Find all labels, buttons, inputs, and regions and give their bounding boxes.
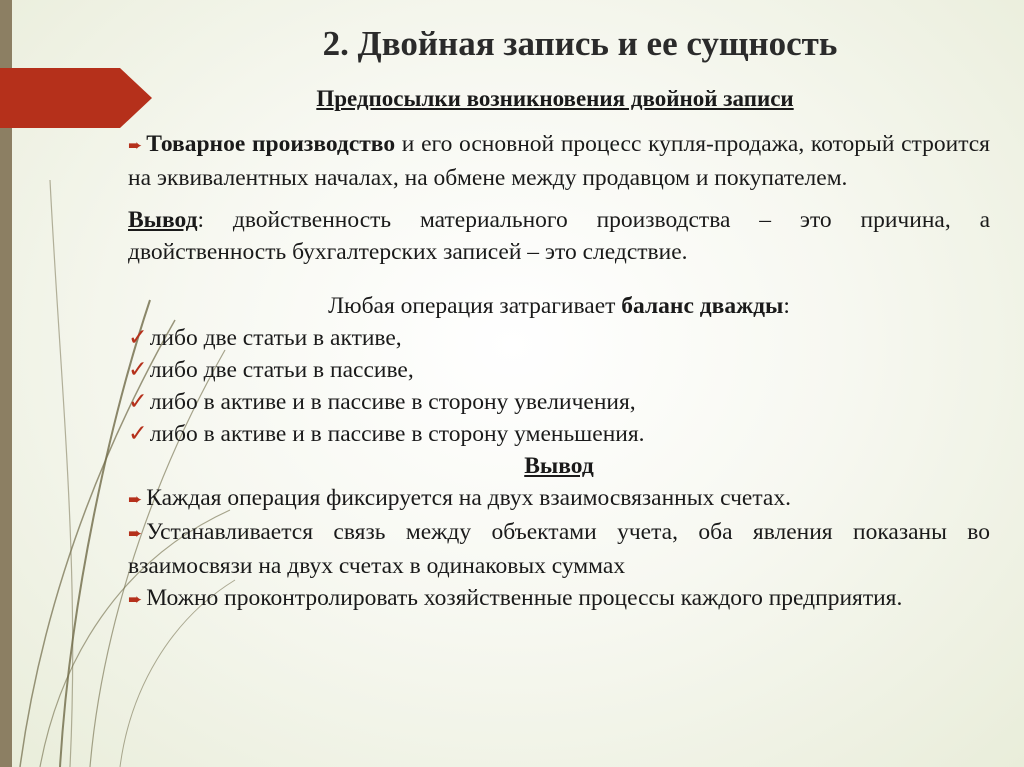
production-text: и его основной процесс купля-продажа, который строится на эквивалентных началах, на обмене между продавцом и покупателем. (128, 131, 990, 191)
check-item: ✓либо две статьи в пассиве, (128, 357, 414, 383)
conclusion-text: : двойственность материального производства – это причина, а двойственность бухгалтерских записей – это следствие. (128, 207, 990, 265)
arrow-bullet-icon: ➨ (128, 524, 143, 543)
check-item: ✓либо в активе и в пассиве в сторону увеличения, (128, 389, 636, 415)
conclusion-item: ➨ Каждая операция фиксируется на двух взаимосвязанных счетах. (128, 485, 791, 511)
checkmark-icon: ✓ (128, 325, 148, 351)
conclusion-label: Вывод (128, 207, 198, 233)
arrow-bullet-icon: ➨ (128, 590, 143, 609)
checkmark-icon: ✓ (128, 389, 148, 415)
paragraph-conclusion-1 (128, 204, 990, 268)
check-item: ✓либо в активе и в пассиве в сторону уменьшения. (128, 421, 645, 447)
slide-content (128, 128, 990, 616)
conclusion-heading: Вывод (524, 453, 594, 479)
paragraph-balance (128, 290, 990, 322)
conclusion-item: ➨ Устанавливается связь между объектами учета, оба явления показаны во взаимосвязи на двух счетах в одинаковых суммах (128, 519, 990, 579)
section-subtitle: Предпосылки возникновения двойной записи (316, 86, 794, 111)
balance-tail: : (783, 293, 790, 319)
balance-bold: баланс дважды (621, 293, 784, 319)
conclusion-item: ➨ Можно проконтролировать хозяйственные процессы каждого предприятия. (128, 585, 903, 611)
arrow-bullet-icon: ➨ (128, 136, 143, 155)
checkmark-icon: ✓ (128, 357, 148, 383)
paragraph-production (128, 128, 990, 194)
arrow-banner (0, 68, 152, 128)
production-term: Товарное производство (146, 131, 396, 157)
page-title: 2. Двойная запись и ее сущность (322, 24, 838, 63)
balance-lead: Любая операция затрагивает (328, 293, 622, 319)
check-item: ✓либо две статьи в активе, (128, 325, 402, 351)
arrow-bullet-icon: ➨ (128, 490, 143, 509)
checkmark-icon: ✓ (128, 421, 148, 447)
